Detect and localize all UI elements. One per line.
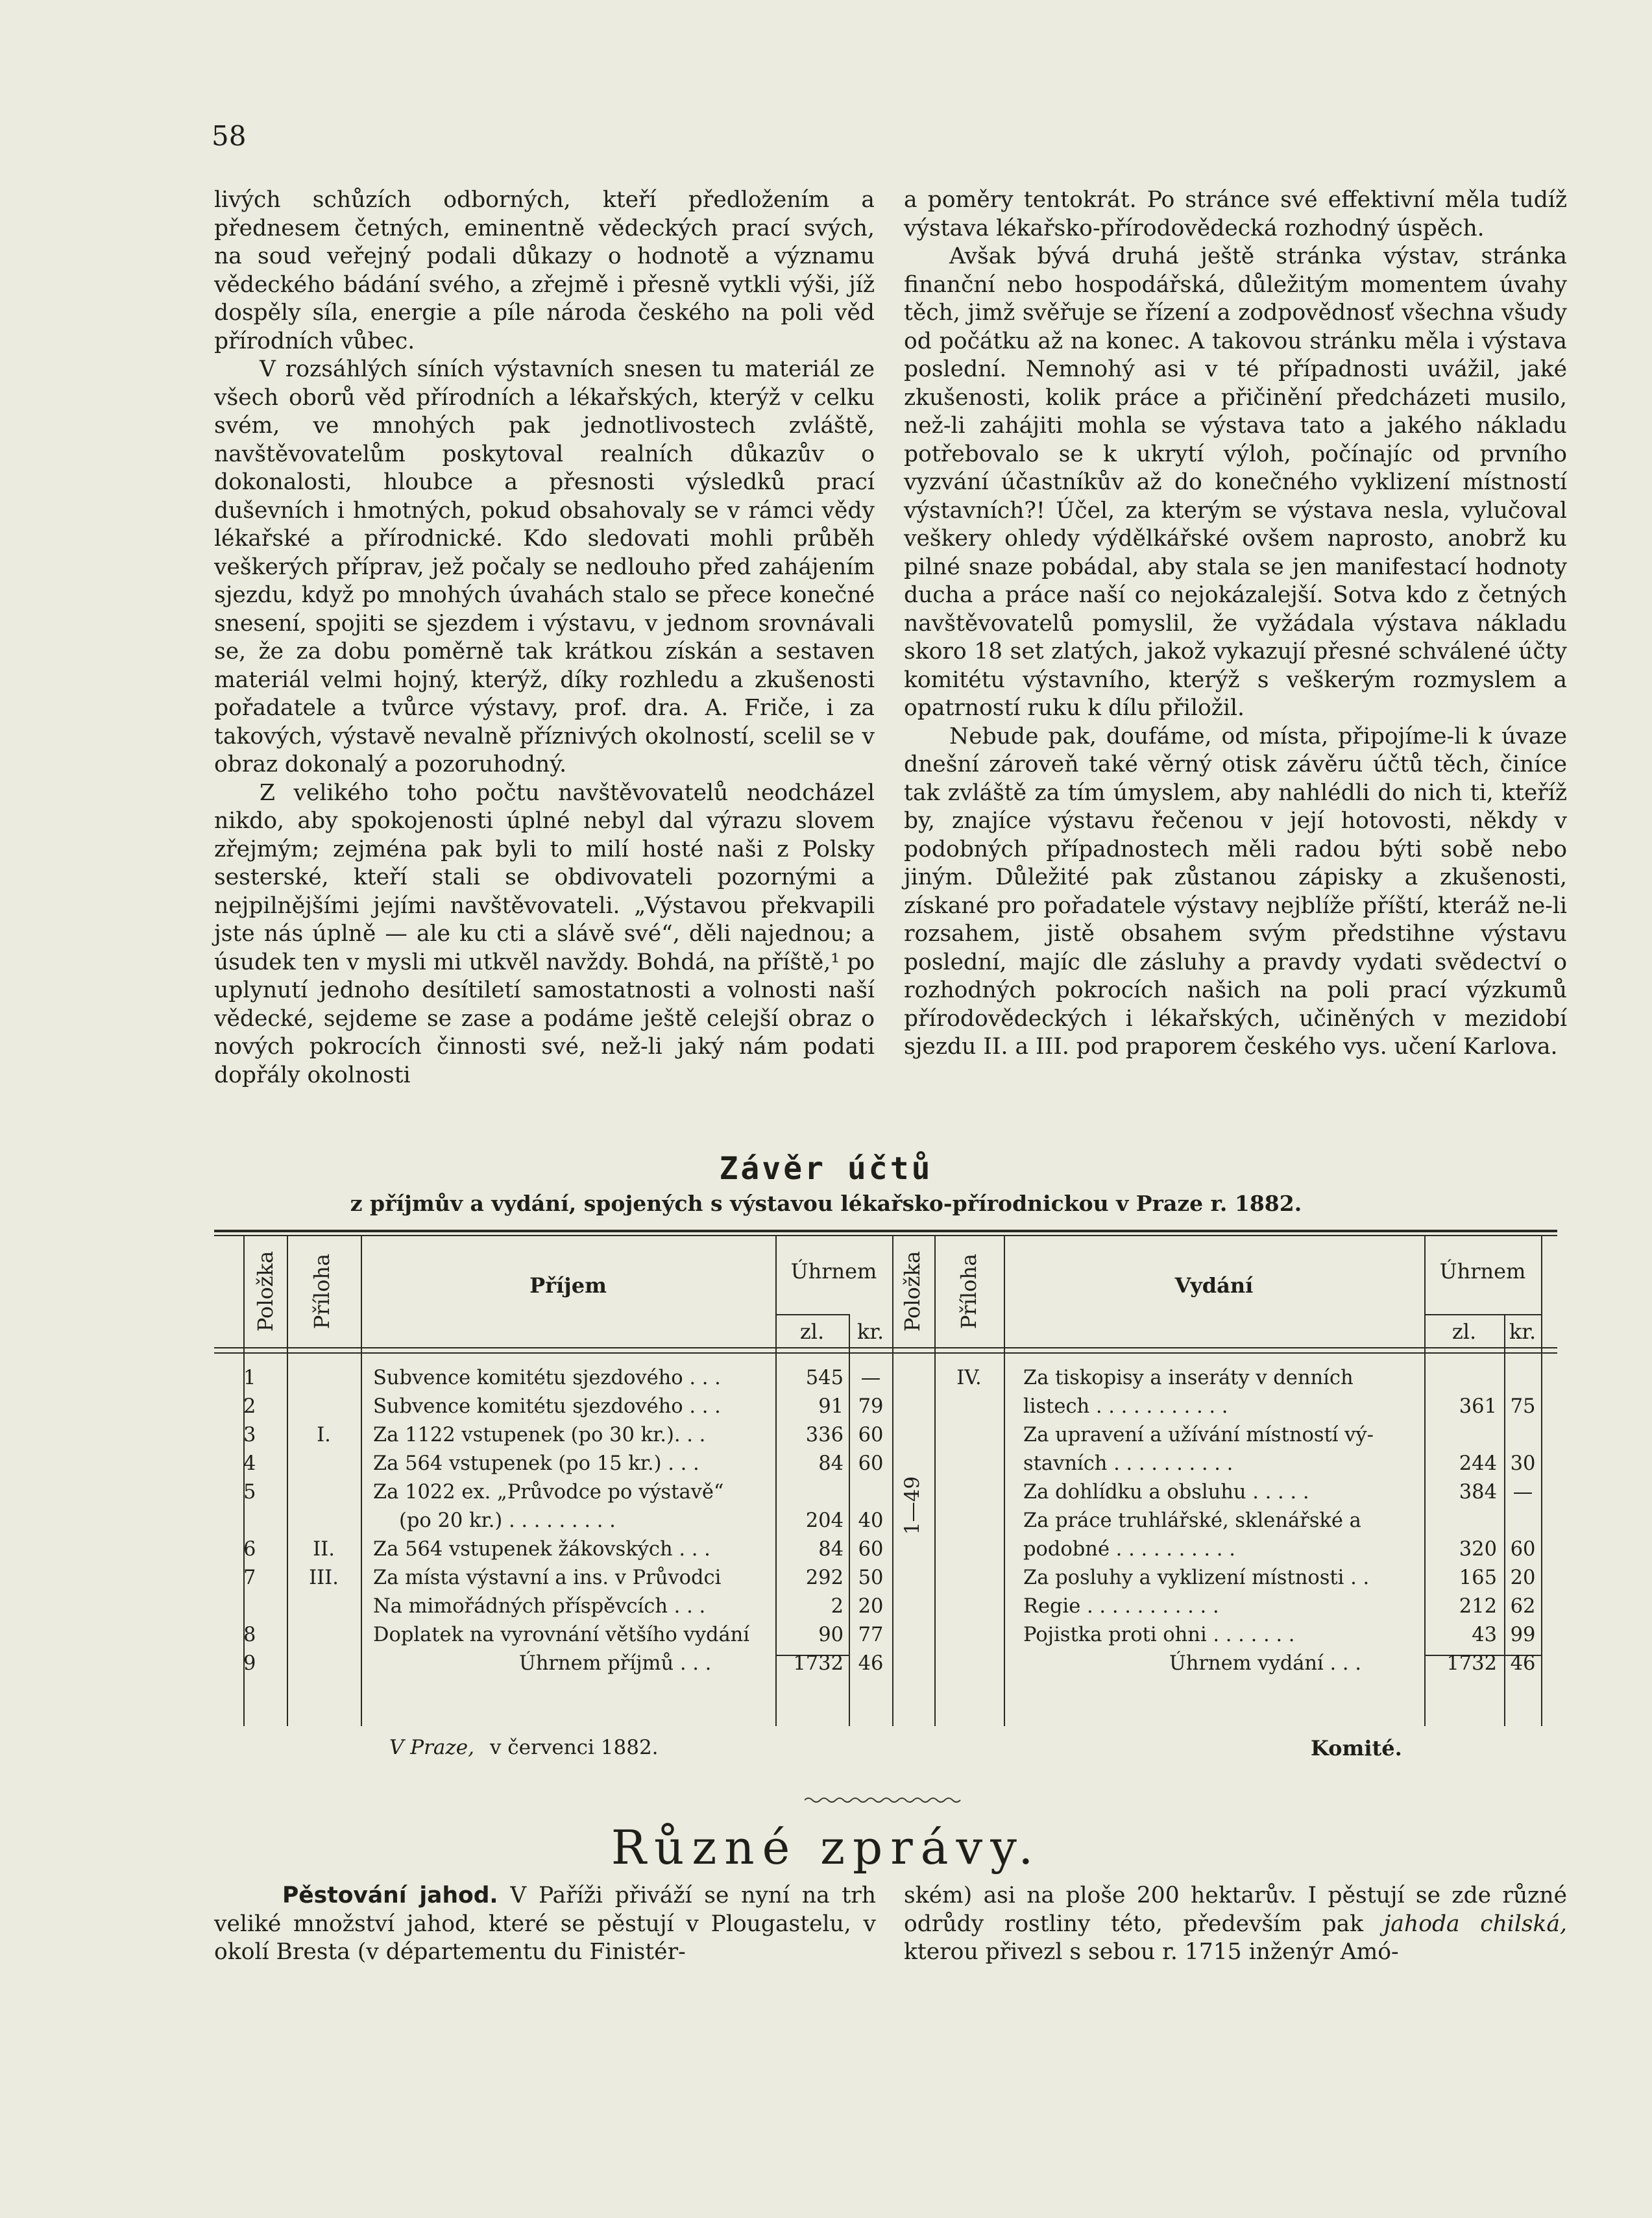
- item-number: 7: [243, 1566, 256, 1589]
- attachment: III.: [309, 1566, 339, 1589]
- income-text: Za 1022 ex. „Průvodce po výstavě“: [373, 1481, 724, 1504]
- amount-kr: 60: [1510, 1538, 1536, 1561]
- table-row: [1004, 1421, 1549, 1450]
- amount-zl: 292: [805, 1566, 844, 1589]
- amount-zl: 320: [1459, 1538, 1497, 1561]
- table-row: [1004, 1592, 1549, 1621]
- expense-text: Za tiskopisy a inseráty v denních: [1023, 1367, 1354, 1389]
- expense-text: Za posluhy a vyklizení místnosti . .: [1023, 1566, 1370, 1589]
- account-title: Závěr účtů: [719, 1151, 933, 1187]
- amount-kr: —: [1512, 1481, 1533, 1504]
- table-row: [214, 1507, 895, 1535]
- right-text-column: [904, 186, 1567, 1062]
- amount-kr: 79: [858, 1395, 884, 1418]
- amount-zl: 204: [805, 1509, 844, 1532]
- attachment: I.: [317, 1424, 331, 1446]
- amount-zl: 384: [1459, 1481, 1497, 1504]
- income-text: (po 20 kr.) . . . . . . . . .: [399, 1509, 616, 1532]
- table-row: [214, 1564, 895, 1592]
- amount-kr: 75: [1510, 1395, 1536, 1418]
- expense-attachment: IV.: [956, 1367, 982, 1389]
- expense-total-zl: 1732: [1446, 1652, 1497, 1675]
- expense-text: podobné . . . . . . . . . .: [1023, 1538, 1235, 1561]
- left-text-column: [214, 186, 875, 1090]
- amount-zl: 43: [1472, 1624, 1497, 1646]
- date: v červenci 1882.: [489, 1736, 659, 1759]
- item-number: 4: [243, 1452, 256, 1475]
- header-zl: zl.: [799, 1319, 825, 1344]
- amount-kr: 62: [1510, 1595, 1536, 1618]
- account-subtitle: z příjmův a vydání, spojených s výstavou lékařsko-přírodnickou v Praze r. 1882.: [350, 1191, 1302, 1216]
- table-row: [214, 1535, 895, 1564]
- paragraph: [214, 1882, 876, 1967]
- amount-zl: 545: [805, 1367, 844, 1389]
- amount-zl: 91: [818, 1395, 844, 1418]
- header-vydani: Vydání: [1174, 1273, 1254, 1298]
- news-text: kterou přivezl s sebou r. 1715 inženýr Amó-: [904, 1939, 1399, 1965]
- ornament-divider: [805, 1796, 967, 1805]
- paragraph: livých schůzích odborných, kteří předložením a přednesem četných, eminentně vědeckých prací svých, na soud veřejný podali důkazy o hodnotě a významu vědeckého bádání svého, a zřejmě i přesně vytkli výši, jíž dospěly síla, energie a píle národa českého na poli věd přírodních vůbec.: [214, 187, 875, 354]
- income-text: Za 564 vstupenek žákovských . . .: [373, 1538, 711, 1561]
- amount-zl: 244: [1459, 1452, 1497, 1475]
- table-row: [214, 1592, 895, 1621]
- expense-text: Regie . . . . . . . . . . .: [1023, 1595, 1219, 1618]
- income-total-row: [214, 1650, 895, 1678]
- item-number: 3: [243, 1424, 256, 1446]
- header-kr: kr.: [1509, 1319, 1537, 1344]
- table-row: [214, 1364, 895, 1393]
- news-text: V Paříži přiváží se nyní na trh veliké množství jahod, které se pěstují v Plougastelu, v okolí Bresta (v départementu du Finistér-: [214, 1883, 876, 1965]
- news-text: ském) asi na ploše 200 hektarův. I pěstují se zde různé odrůdy rostliny této, především pak: [904, 1883, 1567, 1937]
- news-left-column: [214, 1882, 876, 1967]
- expense-total-label: Úhrnem vydání . . .: [1169, 1652, 1361, 1675]
- item-number: 6: [243, 1538, 256, 1561]
- table-row: [1004, 1621, 1549, 1650]
- amount-zl: 361: [1459, 1395, 1497, 1418]
- table-header-rule: [214, 1347, 1557, 1348]
- table-header-rule: [214, 1352, 1557, 1354]
- amount-zl: 2: [831, 1595, 844, 1618]
- item-number: 9: [243, 1652, 256, 1675]
- income-text: Na mimořádných příspěvcích . . .: [373, 1595, 706, 1618]
- amount-kr: 50: [858, 1566, 884, 1589]
- table-row: [1004, 1450, 1549, 1478]
- header-priloha: Příloha: [310, 1253, 334, 1330]
- amount-kr: 60: [858, 1452, 884, 1475]
- income-total-kr: 46: [858, 1652, 884, 1675]
- amount-kr: 40: [858, 1509, 884, 1532]
- paragraph: Nebude pak, doufáme, od místa, připojíme-li k úvaze dnešní zároveň také věrný otisk závěru účtů těch, činíce tak zvláště za tím úmyslem, aby nahlédli do nich ti, kteříž by, znajíce výstavu řečenou v její hotovosti, někdy v podobných případnostech měli radou býti sobě nebo jiným. Důležité pak zůstanou zápisky a zkušenosti, získané pro pořadatele výstavy nejblíže příští, kteráž ne-li rozsahem, jistě obsahem svým předstihne výstavu poslední, majíc dle zásluhy a pravdy vydati svědectví o rozhodných pokrocích našich na poli prací výzkumů přírodovědeckých i lékařských, učiněných v mezidobí sjezdu II. a III. pod praporem českého vys. učení Karlova.: [904, 723, 1567, 1060]
- paragraph: a poměry tentokrát. Po stránce své effektivní měla tudíž výstava lékařsko-přírodovědecká rozhodný úspěch.: [904, 187, 1567, 241]
- table-row: [214, 1421, 895, 1450]
- item-number: 5: [243, 1481, 256, 1504]
- expense-item-range: 1—49: [901, 1476, 924, 1535]
- place-date: [389, 1736, 659, 1759]
- amount-kr: 20: [858, 1595, 884, 1618]
- paragraph: Avšak bývá druhá ještě stránka výstav, stránka finanční nebo hospodářská, důležitým momentem úvahy těch, jimž svěřuje se řízení a zodpovědnosť všechna všudy od počátku až na konec. A takovou stránku měla i výstava poslední. Nemnohý asi v té případnosti uvážil, jaké zkušenosti, kolik práce a přičinění předcházeti musilo, než-li zahájiti mohla se výstava tato a jakého nákladu potřebovalo se k ukrytí výloh, počínajíc od prvního vyzvání účastníkův až do konečného vyklizení místností výstavních?! Účel, za kterým se výstava nesla, vylučoval veškery ohledy výdělkářské ovšem naprosto, anobrž ku pilné snaze pobádal, aby stala se jen manifestací hodnoty ducha a práce naší co nejokázalejší. Sotva kdo z četných navštěvovatelů pomyslil, že vyžádala výstava nákladu skoro 18 set zlatých, jakož vykazují přesné schválené účty komitétu výstavního, kterýž s veškerým rozmyslem a opatrností ruku k dílu přiložil.: [904, 243, 1567, 721]
- table-row: [214, 1621, 895, 1650]
- news-heading: Pěstování jahod.: [282, 1883, 498, 1908]
- amount-kr: 30: [1510, 1452, 1536, 1475]
- income-text: Za 1122 vstupenek (po 30 kr.). . .: [373, 1424, 706, 1446]
- table-row: [1004, 1564, 1549, 1592]
- header-polozka: Položka: [253, 1250, 278, 1332]
- table-row: [1004, 1393, 1549, 1421]
- amount-zl: 165: [1459, 1566, 1497, 1589]
- table-top-rule: [214, 1230, 1557, 1232]
- income-text: Subvence komitétu sjezdového . . .: [373, 1395, 721, 1418]
- amount-kr: —: [860, 1367, 881, 1389]
- header-uhrnem: Úhrnem: [1439, 1259, 1526, 1284]
- expense-text: Pojistka proti ohni . . . . . . .: [1023, 1624, 1295, 1646]
- table-row: [1004, 1535, 1549, 1564]
- amount-kr: 60: [858, 1538, 884, 1561]
- header-prijem: Příjem: [529, 1273, 607, 1298]
- expense-text: stavních . . . . . . . . . .: [1023, 1452, 1233, 1475]
- table-row: [1004, 1478, 1549, 1507]
- header-uhrnem: Úhrnem: [790, 1259, 877, 1284]
- uhrnem-sub-rule: [1424, 1314, 1541, 1315]
- amount-zl: 84: [818, 1538, 844, 1561]
- news-right-column: [904, 1882, 1567, 1967]
- amount-zl: 90: [818, 1624, 844, 1646]
- income-text: Doplatek na vyrovnání většího vydání: [373, 1624, 750, 1646]
- paragraph: Z velikého toho počtu navštěvovatelů neodcházel nikdo, aby spokojenosti úplné nebyl dal výrazu slovem zřejmým; zejména pak byli to milí hosté naši z Polsky sesterské, kteří stali se obdivovateli pozornými a nejpilnějšími jejími navštěvovateli. „Výstavou překvapili jste nás úplně — ale ku cti a slávě své“, děli najednou; a úsudek ten v mysli mi utkvěl navždy. Bohdá, na příště,¹ po uplynutí jednoho desítiletí samostatnosti a volnosti naší vědecké, sejdeme se zase a podáme ještě celejší obraz o nových pokrocích činnosti své, než-li jaký nám podati dopřály okolnosti: [214, 779, 875, 1088]
- table-column-line: [934, 1236, 936, 1726]
- header-zl: zl.: [1452, 1319, 1477, 1344]
- expense-text: Za upravení a užívání místností vý-: [1023, 1424, 1374, 1446]
- income-total-label: Úhrnem příjmů . . .: [519, 1652, 712, 1675]
- item-number: 8: [243, 1624, 256, 1646]
- place: V Praze,: [389, 1736, 474, 1759]
- amount-kr: 99: [1510, 1624, 1536, 1646]
- news-italic: jahoda chilská,: [1383, 1910, 1567, 1937]
- signature: Komité.: [1311, 1736, 1402, 1761]
- amount-zl: 212: [1459, 1595, 1497, 1618]
- uhrnem-sub-rule: [775, 1314, 850, 1315]
- amount-zl: 84: [818, 1452, 844, 1475]
- amount-kr: 60: [858, 1424, 884, 1446]
- expense-text: listech . . . . . . . . . . .: [1023, 1395, 1228, 1418]
- expense-total-kr: 46: [1510, 1652, 1536, 1675]
- table-row: [1004, 1364, 1549, 1393]
- header-priloha: Příloha: [956, 1253, 981, 1330]
- income-total-zl: 1732: [793, 1652, 844, 1675]
- expense-total-row: [1004, 1650, 1549, 1678]
- table-row: [214, 1478, 895, 1507]
- table-row: [214, 1393, 895, 1421]
- header-kr: kr.: [856, 1319, 884, 1344]
- section-title: Různé zprávy.: [611, 1820, 1041, 1875]
- expense-text: Za práce truhlářské, sklenářské a: [1023, 1509, 1361, 1532]
- table-row: [1004, 1507, 1549, 1535]
- item-number: 2: [243, 1395, 256, 1418]
- attachment: II.: [313, 1538, 335, 1561]
- income-text: Subvence komitétu sjezdového . . .: [373, 1367, 721, 1389]
- amount-zl: 336: [805, 1424, 844, 1446]
- income-text: Za 564 vstupenek (po 15 kr.) . . .: [373, 1452, 699, 1475]
- income-text: Za místa výstavní a ins. v Průvodci: [373, 1566, 722, 1589]
- page-number: 58: [212, 120, 247, 152]
- table-row: [214, 1450, 895, 1478]
- header-polozka: Položka: [900, 1250, 925, 1332]
- amount-kr: 77: [858, 1624, 884, 1646]
- amount-kr: 20: [1510, 1566, 1536, 1589]
- paragraph: V rozsáhlých síních výstavních snesen tu materiál ze všech oborů věd přírodních a lékařských, kterýž v celku svém, ve mnohých pak jednotlivostech zvláště, navštěvovatelům poskytoval realních důkazův o dokonalosti, hloubce a přesnosti výsledků prací duševních i hmotných, pokud obsahovaly se v rámci vědy lékařské a přírodnické. Kdo sledovati mohli průběh veškerých příprav, jež počaly se nedlouho před zahájením sjezdu, když po mnohých úvahách stalo se přece konečné snesení, spojiti se sjezdem i výstavu, v jednom srovnávali se, že za dobu poměrně tak krátkou získán a sestaven materiál velmi hojný, kterýž, díky rozhledu a zkušenosti pořadatele a tvůrce výstavy, prof. dra. A. Friče, i za takových, výstavě nevalně příznivých okolností, scelil se v obraz dokonalý a pozoruhodný.: [214, 356, 875, 777]
- item-number: 1: [243, 1367, 256, 1389]
- paragraph: [904, 1882, 1567, 1967]
- table-top-rule: [214, 1235, 1557, 1236]
- expense-text: Za dohlídku a obsluhu . . . . .: [1023, 1481, 1309, 1504]
